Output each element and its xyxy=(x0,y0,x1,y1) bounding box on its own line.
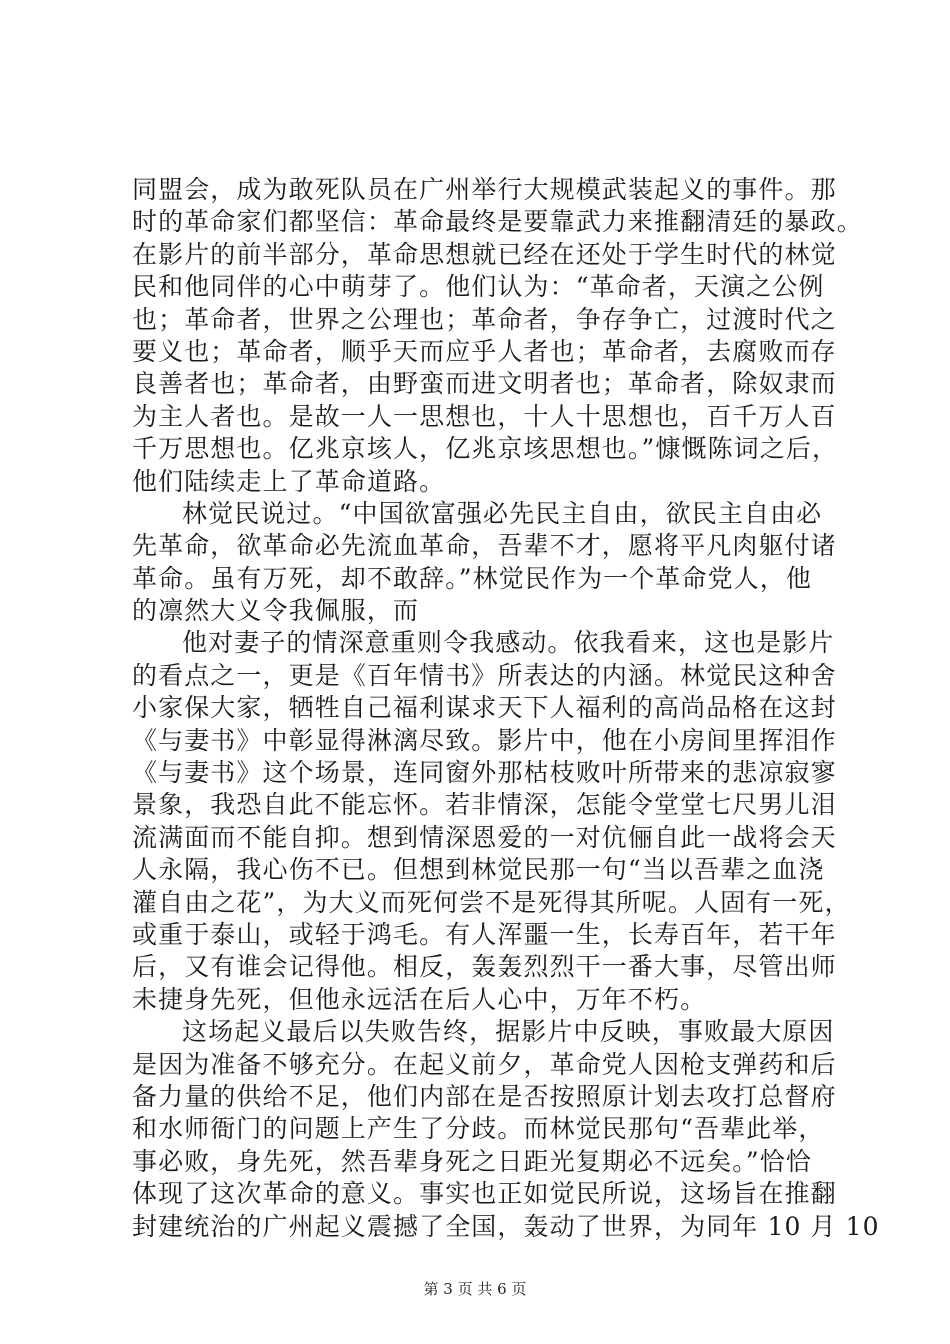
text-line: 林觉民说过。“中国欲富强必先民主自由，欲民主自由必 xyxy=(182,498,823,528)
text-line: 革命。虽有万死，却不敢辞。”林觉民作为一个革命党人，他 xyxy=(132,563,812,593)
text-line: 或重于泰山，或轻于鸿毛。有人浑噩一生，长寿百年，若干年 xyxy=(132,919,837,949)
text-line: 封建统治的广州起义震撼了全国，轰动了世界，为同年 10 月 10 xyxy=(132,1211,880,1241)
page-footer: 第 3 页 共 6 页 xyxy=(423,1280,527,1298)
text-line: 后，又有谁会记得他。相反，轰轰烈烈干一番大事，尽管出师 xyxy=(132,952,837,982)
text-line: 灌自由之花”，为大义而死何尝不是死得其所呢。人固有一死， xyxy=(132,887,851,917)
text-line: 他们陆续走上了革命道路。 xyxy=(132,466,446,496)
text-line: 未捷身先死，但他永远活在后人心中，万年不朽。 xyxy=(132,984,707,1014)
text-line: 景象，我恐自此不能忘怀。若非情深，怎能令堂堂七尺男儿泪 xyxy=(132,790,837,820)
text-line: 流满面而不能自抑。想到情深恩爱的一对伉俪自此一战将会天 xyxy=(132,822,837,852)
text-line: 先革命，欲革命必先流血革命，吾辈不才，愿将平凡肉躯付诸 xyxy=(132,531,837,561)
text-line: 这场起义最后以失败告终，据影片中反映，事败最大原因 xyxy=(182,1017,835,1047)
text-line: 他对妻子的情深意重则令我感动。依我看来，这也是影片 xyxy=(182,628,835,658)
text-line: 也；革命者，世界之公理也；革命者，争存争亡，过渡时代之 xyxy=(132,304,837,334)
text-line: 在影片的前半部分，革命思想就已经在还处于学生时代的林觉 xyxy=(132,239,837,269)
text-line: 的凛然大义令我佩服，而 xyxy=(132,596,420,626)
text-line: 为主人者也。是故一人一思想也，十人十思想也，百千万人百 xyxy=(132,401,837,431)
text-line: 民和他同伴的心中萌芽了。他们认为：“革命者，天演之公例 xyxy=(132,272,825,302)
text-line: 和水师衙门的问题上产生了分歧。而林觉民那句“吾辈此举， xyxy=(132,1114,825,1144)
text-line: 要义也；革命者，顺乎天而应乎人者也；革命者，去腐败而存 xyxy=(132,336,837,366)
text-line: 备力量的供给不足，他们内部在是否按照原计划去攻打总督府 xyxy=(132,1081,837,1111)
text-line: 千万思想也。亿兆京垓人，亿兆京垓思想也。”慷慨陈词之后， xyxy=(132,434,839,464)
text-line: 同盟会，成为敢死队员在广州举行大规模武装起义的事件。那 xyxy=(132,175,837,204)
text-line: 体现了这次革命的意义。事实也正如觉民所说，这场旨在推翻 xyxy=(132,1179,837,1209)
text-line: 是因为准备不够充分。在起义前夕，革命党人因枪支弹药和后 xyxy=(132,1049,837,1079)
body-text xyxy=(132,174,880,1243)
text-line: 事必败，身先死，然吾辈身死之日距光复期必不远矣。”恰恰 xyxy=(132,1146,812,1176)
text-line: 《与妻书》这个场景，连同窗外那枯枝败叶所带来的悲凉寂寥 xyxy=(132,758,837,788)
text-line: 小家保大家，牺牲自己福利谋求天下人福利的高尚品格在这封 xyxy=(132,693,837,723)
text-line: 《与妻书》中彰显得淋漓尽致。影片中，他在小房间里挥泪作 xyxy=(132,725,837,755)
text-line: 的看点之一，更是《百年情书》所表达的内涵。林觉民这种舍 xyxy=(132,660,837,690)
text-line: 人永隔，我心伤不已。但想到林觉民那一句“当以吾辈之血浇 xyxy=(132,855,825,885)
text-line: 时的革命家们都坚信：革命最终是要靠武力来推翻清廷的暴政。 xyxy=(132,207,863,237)
text-line: 良善者也；革命者，由野蛮而进文明者也；革命者，除奴隶而 xyxy=(132,369,837,399)
